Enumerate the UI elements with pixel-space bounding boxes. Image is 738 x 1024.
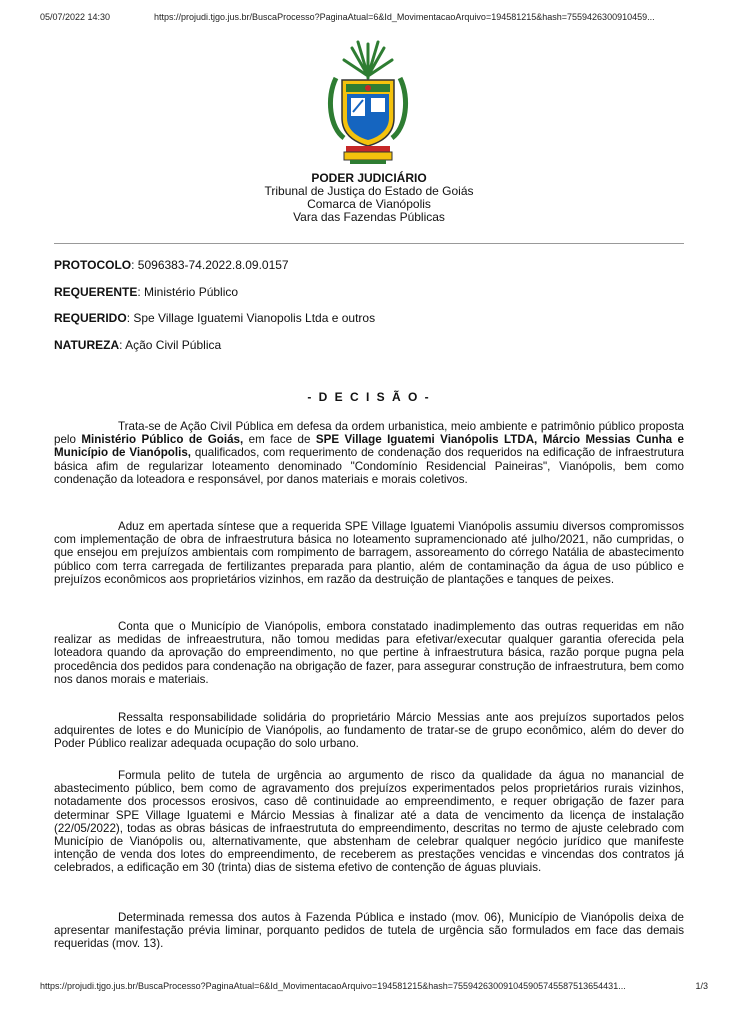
comarca-name: Comarca de Vianópolis — [307, 197, 431, 211]
print-header-url[interactable]: https://projudi.tjgo.jus.br/BuscaProcesso?PaginaAtual=6&Id_MovimentacaoArquivo=194581215&hash=7559426300910459... — [154, 12, 655, 22]
decision-title: - D E C I S Ã O - — [307, 390, 431, 404]
requerido-label: REQUERIDO — [54, 311, 127, 325]
natureza-value: : Ação Civil Pública — [119, 338, 222, 352]
paragraph-1-bold-d: SPE Village Iguatemi Vianópolis LTDA, Márcio Messias Cunha e Município de Vianópolis, — [54, 433, 684, 460]
court-heading — [0, 172, 738, 224]
requerente-line — [54, 285, 684, 299]
protocolo-label: PROTOCOLO — [54, 258, 132, 272]
natureza-line — [54, 338, 684, 352]
paragraph-5: Formula pelito de tutela de urgência ao argumento de risco da qualidade da água no manancial de abastecimento público, bem como de agravamento dos prejuízos experimentados pelos proprietários rurais vizinhos, notadamente dos processos erosivos, caso dê continuidade ao empreendimento, e requer obrigação de fazer para determinar SPE Village Iguatemi e Márcio Messias à finalizar até a data de vencimento da licença de instalação (22/05/2022), todas as obras básicas de infraestrututa do empreendimento, descritas no termo de ajuste celebrado com Município de Vianópolis ou, alternativamente, que abstenham de celebrar qualquer negócio jurídico que manifeste intenção de venda dos lotes do empreendimento, de receberem as prestações vencidas e vincendas dos contratos já celebrados, a edificação em 30 (trinta) dias de sistema efetivo de contenção de águas pluviais. — [54, 769, 684, 875]
protocolo-value: : 5096383-74.2022.8.09.0157 — [131, 258, 289, 272]
paragraph-3: Conta que o Município de Vianópolis, embora constatado inadimplemento das outras requeridas em não realizar as medidas de infreaestrutura, não tomou medidas para efetivar/executar qualquer garantia oferecida pela loteadora quando da aprovação do empreendimento, no que pertine à infraestrutura básica, razão porque pugna pela procedência dos pedidos para condenação na obrigação de fazer, para assegurar construção de infraestrutura, bem como nos danos morais e materiais. — [54, 620, 684, 686]
requerente-label: REQUERENTE — [54, 285, 138, 299]
judiciary-title: PODER JUDICIÁRIO — [311, 171, 427, 185]
print-datetime: 05/07/2022 14:30 — [40, 12, 111, 22]
paragraph-1-text-c: em face de — [243, 433, 316, 447]
vara-name: Vara das Fazendas Públicas — [293, 210, 445, 224]
paragraph-1-text-a: Trata-se de Ação Civil Pública em defesa da ordem urbanistica, meio ambiente e patrimônio público proposta pelo — [54, 420, 684, 447]
page-number: 1/3 — [695, 981, 708, 991]
requerido-value: : Spe Village Iguatemi Vianopolis Ltda e outros — [126, 311, 376, 325]
paragraph-6: Determinada remessa dos autos à Fazenda Pública e instado (mov. 06), Município de Vianópolis deixa de apresentar manifestação prévia liminar, porquanto pedidos de tutela de urgência são formulados em face das demais requeridas (mov. 13). — [54, 911, 684, 951]
requerido-line — [54, 311, 684, 325]
requerente-value: : Ministério Público — [137, 285, 239, 299]
goias-coat-of-arms-icon — [322, 38, 414, 168]
paragraph-1-text-e: qualificados, com requerimento de condenação dos requeridos na edificação de infraestrutura básica afim de regularizar loteamento denominado "Condomínio Residencial Paineiras", Vianópolis, bem como condenação da loteadora e responsável, por danos materiais e morais coletivos. — [54, 446, 684, 486]
protocolo-line — [54, 258, 684, 272]
print-header — [40, 12, 708, 26]
header-divider — [54, 243, 684, 244]
print-footer-url[interactable]: https://projudi.tjgo.jus.br/BuscaProcesso?PaginaAtual=6&Id_MovimentacaoArquivo=194581215&hash=75594263009104590574558751365443​1... — [40, 981, 626, 991]
tribunal-name: Tribunal de Justiça do Estado de Goiás — [264, 184, 474, 198]
paragraph-2: Aduz em apertada síntese que a requerida SPE Village Iguatemi Vianópolis assumiu diversos compromissos com implementação de obra de infraestrutura básica no loteamento supramencionado até julho/2021, não cumpridas, o que ensejou em prejuízos ambientais com rompimento de barragem, assoreamento do córrego Natália de abastecimento público com terra carregada de fertilizantes preparada para plantio, além de contaminação da água de uso público e prejuízos econômicos aos proprietários vizinhos, em razão da destruição de plantações e tanques de peixes. — [54, 520, 684, 586]
paragraph-1 — [54, 420, 684, 486]
natureza-label: NATUREZA — [54, 338, 120, 352]
paragraph-1-bold-b: Ministério Público de Goiás, — [81, 433, 244, 447]
paragraph-4: Ressalta responsabilidade solidária do proprietário Márcio Messias ante aos prejuízos suportados pelos adquirentes de lotes e do Município de Vianópolis, ao fundamento de tratar-se de grupo econômico, além do dever do Poder Público realizar adequada ocupação do solo urbano. — [54, 711, 684, 751]
